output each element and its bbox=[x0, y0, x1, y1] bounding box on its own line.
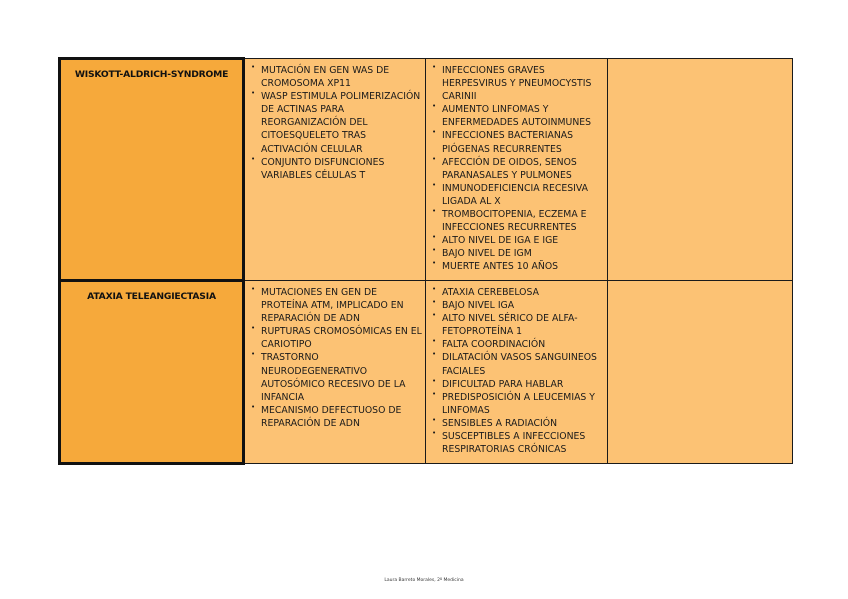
disease-name: WISKOTT-ALDRICH-SYNDROME bbox=[74, 69, 229, 80]
cause-list bbox=[245, 59, 425, 186]
list-item: • PREDISPOSICIÓN A LEUCEMIAS Y LINFOMAS bbox=[431, 391, 604, 417]
list-item: • FALTA COORDINACIÓN bbox=[431, 338, 604, 351]
disease-name-cell bbox=[60, 59, 244, 281]
list-item: • MUERTE ANTES 10 AÑOS bbox=[431, 260, 604, 273]
empty-cell bbox=[608, 59, 793, 281]
page-footer: Laura Barreto Morales, 2º Medicina bbox=[384, 578, 464, 583]
list-item: • SENSIBLES A RADIACIÓN bbox=[431, 417, 604, 430]
list-item: • BAJO NIVEL IGA bbox=[431, 299, 604, 312]
list-item: • AFECCIÓN DE OIDOS, SENOS PARANASALES Y PULMONES bbox=[431, 156, 604, 182]
features-list bbox=[426, 59, 607, 278]
table-row bbox=[60, 59, 793, 281]
features-cell bbox=[426, 281, 608, 464]
list-item: • INFECCIONES BACTERIANAS PIÓGENAS RECURRENTES bbox=[431, 129, 604, 155]
list-item: • ATAXIA CEREBELOSA bbox=[431, 286, 604, 299]
table-row bbox=[60, 281, 793, 464]
list-item: • MUTACIONES EN GEN DE PROTEÍNA ATM, IMPLICADO EN REPARACIÓN DE ADN bbox=[250, 286, 422, 325]
cause-list bbox=[245, 281, 425, 434]
list-item: • RUPTURAS CROMOSÓMICAS EN EL CARIOTIPO bbox=[250, 325, 422, 351]
disease-name: ATAXIA TELEANGIECTASIA bbox=[87, 291, 216, 302]
list-item: • TROMBOCITOPENIA, ECZEMA E INFECCIONES RECURRENTES bbox=[431, 208, 604, 234]
list-item: • ALTO NIVEL SÉRICO DE ALFA-FETOPROTEÍNA 1 bbox=[431, 312, 604, 338]
list-item: • BAJO NIVEL DE IGM bbox=[431, 247, 604, 260]
list-item: • SUSCEPTIBLES A INFECCIONES RESPIRATORIAS CRÓNICAS bbox=[431, 430, 604, 456]
list-item: • ALTO NIVEL DE IGA E IGE bbox=[431, 234, 604, 247]
features-list bbox=[426, 281, 607, 460]
immunodeficiency-table bbox=[58, 57, 793, 465]
list-item: • DIFICULTAD PARA HABLAR bbox=[431, 378, 604, 391]
list-item: • AUMENTO LINFOMAS Y ENFERMEDADES AUTOINMUNES bbox=[431, 103, 604, 129]
cause-cell bbox=[244, 59, 426, 281]
cause-cell bbox=[244, 281, 426, 464]
list-item: • MUTACIÓN EN GEN WAS DE CROMOSOMA XP11 bbox=[250, 64, 422, 90]
list-item: • DILATACIÓN VASOS SANGUINEOS FACIALES bbox=[431, 351, 604, 377]
features-cell bbox=[426, 59, 608, 281]
list-item: • WASP ESTIMULA POLIMERIZACIÓN DE ACTINAS PARA REORGANIZACIÓN DEL CITOESQUELETO TRAS ACTIVACIÓN CELULAR bbox=[250, 90, 422, 155]
list-item: • CONJUNTO DISFUNCIONES VARIABLES CÉLULAS T bbox=[250, 156, 422, 182]
disease-name-cell bbox=[60, 281, 244, 464]
empty-cell bbox=[608, 281, 793, 464]
list-item: • INMUNODEFICIENCIA RECESIVA LIGADA AL X bbox=[431, 182, 604, 208]
list-item: • INFECCIONES GRAVES HERPESVIRUS Y PNEUMOCYSTIS CARINII bbox=[431, 64, 604, 103]
list-item: • MECANISMO DEFECTUOSO DE REPARACIÓN DE ADN bbox=[250, 404, 422, 430]
list-item: • TRASTORNO NEURODEGENERATIVO AUTOSÓMICO RECESIVO DE LA INFANCIA bbox=[250, 351, 422, 403]
